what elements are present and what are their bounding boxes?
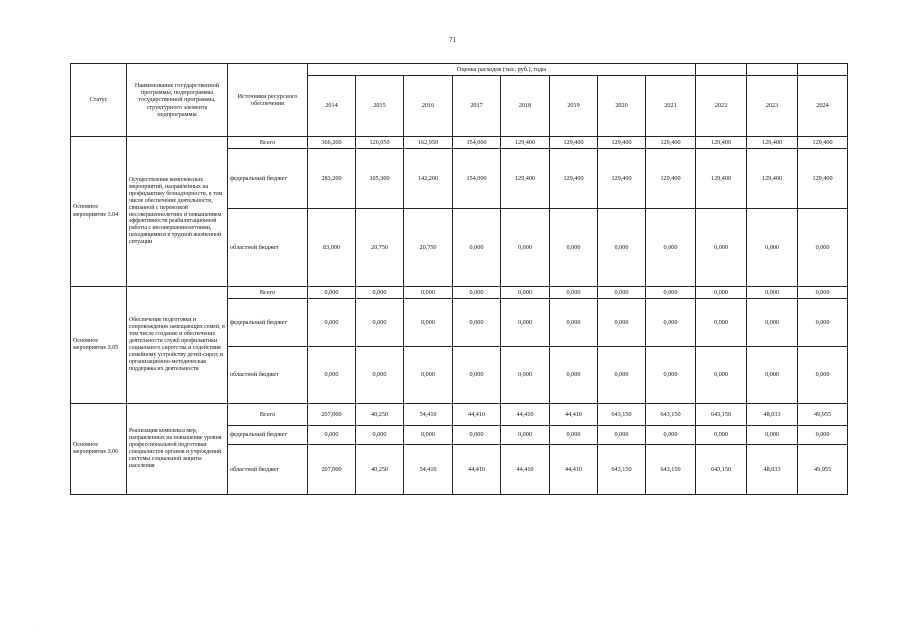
value-cell-2016: 0,000 <box>404 347 453 404</box>
source-cell: Всего <box>228 137 308 149</box>
value-cell-2020: 129,400 <box>598 137 646 149</box>
value-cell-2016: 162,950 <box>404 137 453 149</box>
header-row-top <box>71 64 848 76</box>
value-cell-2018: 44,410 <box>501 404 550 426</box>
value-cell-2020: 129,400 <box>598 149 646 209</box>
scan-mark: .. <box>36 628 38 633</box>
source-cell: Всего <box>228 404 308 426</box>
value-cell-2019: 129,400 <box>550 149 598 209</box>
value-cell-2018: 44,410 <box>501 445 550 495</box>
value-cell-2023: 0,000 <box>747 287 798 299</box>
value-cell-2023: 0,000 <box>747 209 798 287</box>
value-cell-2018: 129,400 <box>501 149 550 209</box>
page-number: 71 <box>449 36 456 44</box>
year-header-2015: 2015 <box>356 76 404 137</box>
value-cell-2020: 0,000 <box>598 347 646 404</box>
value-cell-2021: 643,150 <box>646 445 696 495</box>
value-cell-2017: 44,410 <box>453 445 501 495</box>
year-header-2018: 2018 <box>501 76 550 137</box>
value-cell-2017: 0,000 <box>453 209 501 287</box>
value-cell-2022: 0,000 <box>696 299 747 347</box>
value-cell-2014: 0,000 <box>308 426 356 445</box>
value-cell-2014: 0,000 <box>308 299 356 347</box>
status-cell: Основное мероприятие 3.05 <box>71 287 127 404</box>
value-cell-2015: 40,250 <box>356 404 404 426</box>
value-cell-2019: 44,410 <box>550 445 598 495</box>
value-cell-2016: 0,000 <box>404 287 453 299</box>
value-cell-2020: 643,150 <box>598 404 646 426</box>
table-row <box>71 287 848 299</box>
value-cell-2021: 0,000 <box>646 299 696 347</box>
value-cell-2018: 0,000 <box>501 347 550 404</box>
value-cell-2015: 20,750 <box>356 209 404 287</box>
value-cell-2023: 0,000 <box>747 347 798 404</box>
value-cell-2024: 129,400 <box>798 137 848 149</box>
value-cell-2022: 129,400 <box>696 137 747 149</box>
value-cell-2014: 0,000 <box>308 347 356 404</box>
empty-header-cell <box>696 64 747 76</box>
value-cell-2019: 0,000 <box>550 287 598 299</box>
value-cell-2014: 0,000 <box>308 287 356 299</box>
value-cell-2022: 643,150 <box>696 445 747 495</box>
value-cell-2017: 0,000 <box>453 287 501 299</box>
table-row <box>71 404 848 426</box>
source-cell: областной бюджет <box>228 445 308 495</box>
value-cell-2014: 207,000 <box>308 445 356 495</box>
value-cell-2014: 366,200 <box>308 137 356 149</box>
value-cell-2015: 0,000 <box>356 347 404 404</box>
budget-table <box>70 63 848 495</box>
value-cell-2019: 0,000 <box>550 347 598 404</box>
value-cell-2015: 0,000 <box>356 287 404 299</box>
value-cell-2021: 0,000 <box>646 209 696 287</box>
value-cell-2017: 154,000 <box>453 149 501 209</box>
value-cell-2018: 0,000 <box>501 299 550 347</box>
value-cell-2017: 0,000 <box>453 426 501 445</box>
year-header-2022: 2022 <box>696 76 747 137</box>
value-cell-2022: 0,000 <box>696 347 747 404</box>
value-cell-2016: 0,000 <box>404 426 453 445</box>
value-cell-2021: 0,000 <box>646 426 696 445</box>
value-cell-2016: 54,410 <box>404 404 453 426</box>
measure-name-cell: Обеспечение подготовки и сопровождения замещающих семей, в том числе создание и обеспечение деятельности служб профилактики социального сиротства и содействия семейному устройству детей-сирот, и организационно-методическая поддержка их деятельности <box>127 287 228 404</box>
value-cell-2024: 0,000 <box>798 209 848 287</box>
value-cell-2020: 643,150 <box>598 445 646 495</box>
year-header-2020: 2020 <box>598 76 646 137</box>
year-header-2021: 2021 <box>646 76 696 137</box>
value-cell-2021: 0,000 <box>646 347 696 404</box>
value-cell-2016: 0,000 <box>404 299 453 347</box>
value-cell-2022: 129,400 <box>696 149 747 209</box>
source-cell: федеральный бюджет <box>228 299 308 347</box>
value-cell-2020: 0,000 <box>598 299 646 347</box>
value-cell-2021: 0,000 <box>646 287 696 299</box>
value-cell-2015: 40,250 <box>356 445 404 495</box>
status-cell: Основное мероприятие 3.06 <box>71 404 127 495</box>
value-cell-2024: 49,955 <box>798 445 848 495</box>
year-header-2019: 2019 <box>550 76 598 137</box>
measure-name-cell: Реализация комплекса мер, направленных на повышение уровня профессиональной подготовки специалистов органов и учреждений системы социальной защиты населения <box>127 404 228 495</box>
empty-header-cell <box>798 64 848 76</box>
value-cell-2015: 105,300 <box>356 149 404 209</box>
value-cell-2017: 154,000 <box>453 137 501 149</box>
name-header: Наименование государственной программы, подпрограммы государственной программы, структурного элемента подпрограммы <box>127 64 228 137</box>
value-cell-2018: 129,400 <box>501 137 550 149</box>
value-cell-2023: 48,033 <box>747 404 798 426</box>
source-cell: федеральный бюджет <box>228 149 308 209</box>
year-header-2016: 2016 <box>404 76 453 137</box>
empty-header-cell <box>747 64 798 76</box>
source-cell: областной бюджет <box>228 209 308 287</box>
year-header-2014: 2014 <box>308 76 356 137</box>
value-cell-2018: 0,000 <box>501 209 550 287</box>
source-cell: Всего <box>228 287 308 299</box>
value-cell-2020: 0,000 <box>598 287 646 299</box>
value-cell-2021: 129,400 <box>646 137 696 149</box>
value-cell-2018: 0,000 <box>501 426 550 445</box>
value-cell-2022: 0,000 <box>696 209 747 287</box>
year-header-2024: 2024 <box>798 76 848 137</box>
value-cell-2018: 0,000 <box>501 287 550 299</box>
value-cell-2023: 0,000 <box>747 426 798 445</box>
value-cell-2016: 142,200 <box>404 149 453 209</box>
value-cell-2021: 129,400 <box>646 149 696 209</box>
value-cell-2022: 643,150 <box>696 404 747 426</box>
year-header-2017: 2017 <box>453 76 501 137</box>
estimate-header: Оценка расходов (тыс. руб.), годы <box>308 64 696 76</box>
value-cell-2024: 0,000 <box>798 299 848 347</box>
value-cell-2024: 0,000 <box>798 426 848 445</box>
value-cell-2014: 283,200 <box>308 149 356 209</box>
status-header: Статус <box>71 64 127 137</box>
value-cell-2017: 0,000 <box>453 347 501 404</box>
value-cell-2019: 129,400 <box>550 137 598 149</box>
value-cell-2024: 49,955 <box>798 404 848 426</box>
value-cell-2014: 83,000 <box>308 209 356 287</box>
value-cell-2015: 0,000 <box>356 426 404 445</box>
measure-name-cell: Осуществление комплексных мероприятий, направленных на профилактику безнадзорности, в том числе обеспечение деятельности, связанной с перевозкой несовершеннолетних и повышением эффективности реабилитационной работы с несовершеннолетними, находящимися в трудной жизненной ситуации <box>127 137 228 287</box>
value-cell-2022: 0,000 <box>696 287 747 299</box>
value-cell-2019: 0,000 <box>550 299 598 347</box>
value-cell-2015: 126,050 <box>356 137 404 149</box>
value-cell-2024: 0,000 <box>798 287 848 299</box>
status-cell: Основное мероприятие 3.04 <box>71 137 127 287</box>
value-cell-2019: 44,410 <box>550 404 598 426</box>
table-row <box>71 137 848 149</box>
value-cell-2024: 129,400 <box>798 149 848 209</box>
value-cell-2019: 0,000 <box>550 209 598 287</box>
value-cell-2023: 0,000 <box>747 299 798 347</box>
value-cell-2015: 0,000 <box>356 299 404 347</box>
value-cell-2021: 643,150 <box>646 404 696 426</box>
value-cell-2020: 0,000 <box>598 209 646 287</box>
value-cell-2014: 207,000 <box>308 404 356 426</box>
value-cell-2016: 20,750 <box>404 209 453 287</box>
table-body <box>71 137 848 495</box>
value-cell-2016: 54,410 <box>404 445 453 495</box>
source-header: Источники ресурсного обеспечения <box>228 64 308 137</box>
value-cell-2017: 0,000 <box>453 299 501 347</box>
value-cell-2024: 0,000 <box>798 347 848 404</box>
value-cell-2017: 44,410 <box>453 404 501 426</box>
value-cell-2023: 48,033 <box>747 445 798 495</box>
value-cell-2019: 0,000 <box>550 426 598 445</box>
value-cell-2020: 0,000 <box>598 426 646 445</box>
source-cell: областной бюджет <box>228 347 308 404</box>
year-header-2023: 2023 <box>747 76 798 137</box>
source-cell: федеральный бюджет <box>228 426 308 445</box>
value-cell-2022: 0,000 <box>696 426 747 445</box>
value-cell-2023: 129,400 <box>747 149 798 209</box>
value-cell-2023: 129,400 <box>747 137 798 149</box>
